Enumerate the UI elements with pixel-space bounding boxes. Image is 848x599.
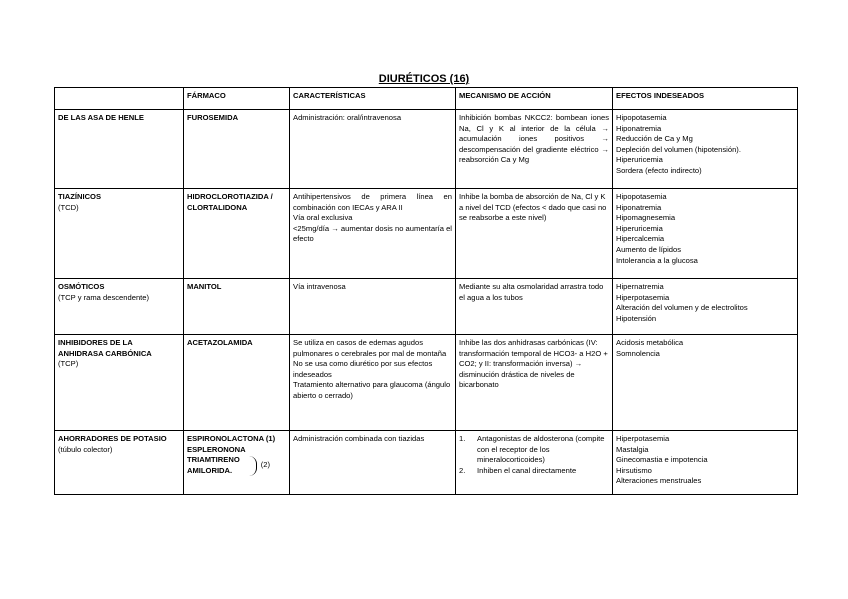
list-text: Inhiben el canal directamente — [477, 465, 577, 475]
drug-note: (2) — [260, 460, 271, 470]
feature-line: Se utiliza en casos de edemas agudos pulmonares o cerebrales por mal de montaña — [293, 338, 447, 358]
effect-item: Hiperpotasemia — [616, 292, 670, 302]
feature-line: Antihipertensivos de primera línea en combinación con IECAs y ARA II — [293, 192, 452, 212]
effect-item: Hipomagnesemia — [616, 213, 676, 223]
effect-item: Intolerancia a la glucosa — [616, 255, 698, 265]
group-cell — [55, 431, 184, 495]
group-line: TIAZÍNICOS — [58, 192, 102, 201]
drug-cell — [184, 335, 290, 431]
list-text: Antagonistas de aldosterona (compite con el receptor de los mineralocorticoides) — [477, 434, 605, 465]
feature-line: Vía oral exclusiva — [293, 213, 353, 223]
effects-cell — [613, 189, 798, 279]
page-title: DIURÉTICOS (16) — [378, 73, 470, 85]
drug-cell — [184, 431, 290, 495]
table-row — [55, 279, 798, 335]
list-number: 1. — [459, 434, 466, 443]
drug-line: ACETAZOLAMIDA — [187, 338, 253, 347]
effect-item: Hiperuricemia — [616, 155, 663, 165]
group-line: (túbulo colector) — [58, 444, 113, 454]
group-line: DE LAS ASA DE HENLE — [58, 113, 144, 122]
diuretics-table — [54, 87, 798, 495]
features-cell — [290, 279, 456, 335]
drug-line: TRIAMTIRENO — [187, 455, 240, 465]
effect-item: Hirsutismo — [616, 465, 652, 475]
group-cell — [55, 189, 184, 279]
drug-line: HIDROCLOROTIAZIDA / — [187, 192, 273, 201]
group-line: AHORRADORES DE POTASIO — [58, 434, 167, 443]
effect-item: Hipopotasemia — [616, 192, 667, 201]
drug-cell — [184, 189, 290, 279]
mechanism-list-item — [459, 434, 609, 466]
mechanism-cell — [456, 431, 613, 495]
header-cell: MECANISMO DE ACCIÓN — [456, 88, 613, 110]
feature-line: <25mg/día → aumentar dosis no aumentaría el efecto — [293, 223, 452, 244]
drug-line: FUROSEMIDA — [187, 113, 239, 122]
group-line: (TCP) — [58, 359, 79, 369]
mechanism-cell: Inhibe las dos anhidrasas carbónicas (IV: transformación temporal de HCO3- a H2O + CO2; y II: transformación inversa) → disminución drástica de niveles de bicarbonato — [456, 335, 613, 431]
feature-line: No se usa como diurético por sus efectos indeseados — [293, 359, 433, 379]
group-line: ANHIDRASA CARBÓNICA — [58, 348, 152, 358]
effect-item: Aumento de lípidos — [616, 244, 682, 254]
effect-item: Hipopotasemia — [616, 113, 667, 122]
mechanism-cell: Mediante su alta osmolaridad arrastra todo el agua a los tubos — [456, 279, 613, 335]
table-row — [55, 335, 798, 431]
effect-item: Sordera (efecto indirecto) — [616, 165, 702, 175]
effect-item: Hiponatremia — [616, 123, 662, 133]
list-number: 2. — [459, 465, 466, 475]
drug-cell — [184, 279, 290, 335]
feature-line: Administración combinada con tiazidas — [293, 434, 425, 443]
effect-item: Alteraciones menstruales — [616, 476, 702, 486]
drug-line: ESPLERONONA — [187, 444, 246, 454]
mechanism-list-item — [459, 466, 609, 477]
drug-line: AMILORIDA. — [187, 465, 233, 475]
effects-cell — [613, 431, 798, 495]
effects-cell — [613, 279, 798, 335]
header-cell: CARACTERÍSTICAS — [290, 88, 456, 110]
table-row — [55, 110, 798, 189]
effect-item: Acidosis metabólica — [616, 338, 684, 347]
effect-item: Hiperuricemia — [616, 223, 663, 233]
features-cell — [290, 431, 456, 495]
group-line: (TCD) — [58, 202, 79, 212]
table-row — [55, 431, 798, 495]
group-line: INHIBIDORES DE LA — [58, 338, 133, 347]
header-cell: EFECTOS INDESEADOS — [613, 88, 798, 110]
effect-item: Hiperpotasemia — [616, 434, 670, 443]
drug-line: MANITOL — [187, 282, 222, 291]
features-cell — [290, 335, 456, 431]
table-header-row — [55, 88, 798, 110]
effect-item: Ginecomastia e impotencia — [616, 455, 708, 465]
effect-item: Somnolencia — [616, 348, 660, 358]
group-cell — [55, 335, 184, 431]
drug-line: ESPIRONOLACTONA (1) — [187, 434, 276, 443]
effect-item: Alteración del volumen y de electrolitos — [616, 303, 748, 313]
brace-icon — [246, 456, 257, 476]
drug-line: CLORTALIDONA — [187, 202, 248, 212]
effect-item: Hipernatremia — [616, 282, 664, 291]
effects-cell — [613, 110, 798, 189]
group-line: OSMÓTICOS — [58, 282, 105, 291]
effect-item: Hipercalcemia — [616, 234, 665, 244]
effect-item: Depleción del volumen (hipotensión). — [616, 144, 741, 154]
features-cell — [290, 189, 456, 279]
header-cell — [55, 88, 184, 110]
effect-item: Hiponatremia — [616, 202, 662, 212]
drug-cell — [184, 110, 290, 189]
feature-line: Vía intravenosa — [293, 282, 346, 291]
feature-line: Tratamiento alternativo para glaucoma (ángulo abierto o cerrado) — [293, 380, 451, 400]
group-line: (TCP y rama descendente) — [58, 292, 150, 302]
effect-item: Hipotensión — [616, 313, 657, 323]
effects-cell — [613, 335, 798, 431]
group-cell — [55, 279, 184, 335]
effect-item: Reducción de Ca y Mg — [616, 134, 693, 144]
table-row — [55, 189, 798, 279]
mechanism-cell: Inhibición bombas NKCC2: bombean iones Na, Cl y K al interior de la célula → acumulación iones positivos → descompensación del gradiente eléctrico → reabsorción Ca y Mg — [456, 110, 613, 189]
feature-line: Administración: oral/intravenosa — [293, 113, 402, 122]
features-cell — [290, 110, 456, 189]
effect-item: Mastalgia — [616, 444, 649, 454]
mechanism-cell: Inhibe la bomba de absorción de Na, Cl y K a nivel del TCD (efectos < dado que casi no se reabsorbe a este nivel) — [456, 189, 613, 279]
header-cell: FÁRMACO — [184, 88, 290, 110]
group-cell — [55, 110, 184, 189]
